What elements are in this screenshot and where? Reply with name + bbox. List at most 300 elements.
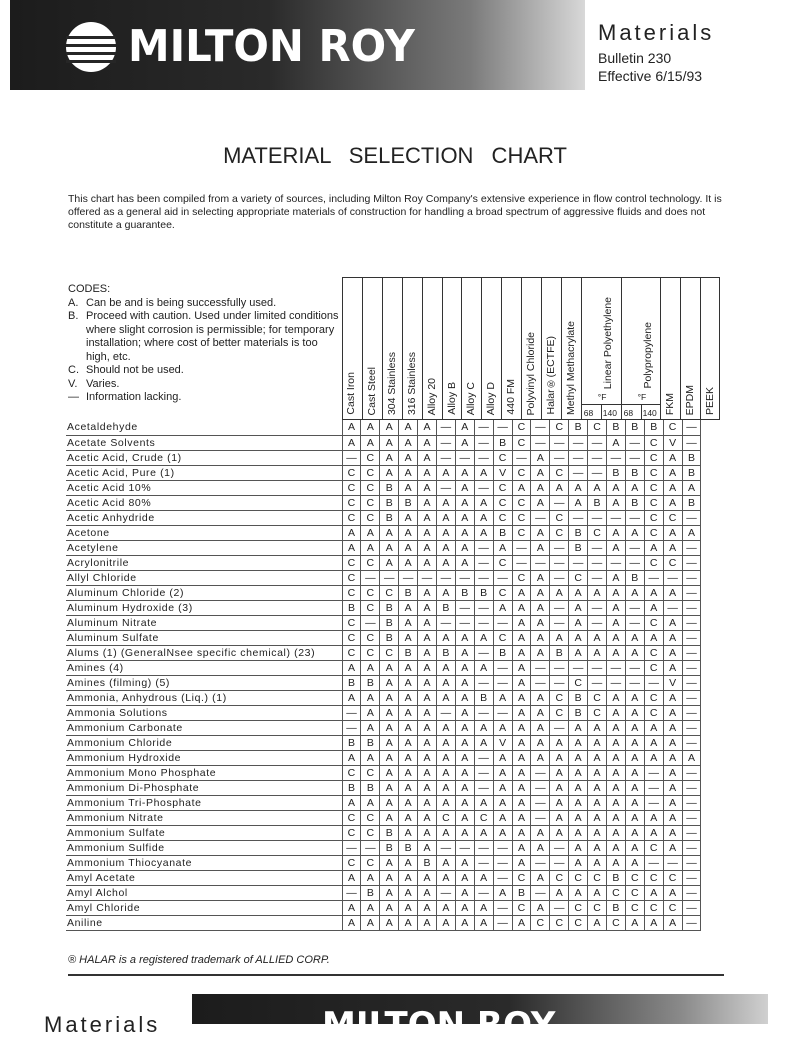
rating-cell: A — [625, 630, 644, 645]
rating-cell: A — [606, 600, 625, 615]
rating-cell: C — [361, 495, 380, 510]
rating-cell: A — [361, 720, 380, 735]
rating-cell: A — [455, 630, 474, 645]
rating-cell: — — [588, 600, 607, 615]
chemical-name: Aluminum Nitrate — [66, 615, 342, 630]
rating-cell: C — [550, 465, 569, 480]
rating-cell: — — [531, 660, 550, 675]
table-row — [66, 630, 701, 645]
rating-cell: A — [418, 720, 437, 735]
rating-cell: A — [342, 795, 361, 810]
rating-cell: B — [361, 885, 380, 900]
rating-cell: A — [418, 525, 437, 540]
rating-cell: — — [474, 420, 493, 435]
rating-cell: A — [436, 735, 455, 750]
chemical-name: Amines (filming) (5) — [66, 675, 342, 690]
rating-cell: A — [418, 870, 437, 885]
rating-cell: C — [474, 810, 493, 825]
rating-cell: A — [380, 705, 399, 720]
table-row — [66, 465, 701, 480]
rating-cell: B — [644, 420, 663, 435]
rating-cell: A — [644, 825, 663, 840]
rating-cell: A — [663, 765, 682, 780]
rating-cell: — — [588, 510, 607, 525]
rating-cell: A — [455, 645, 474, 660]
rating-cell: — — [531, 795, 550, 810]
rating-cell: B — [455, 585, 474, 600]
rating-cell: A — [455, 675, 474, 690]
table-row — [66, 915, 701, 930]
column-header-label: Cast Iron — [345, 372, 357, 415]
rating-cell: A — [569, 600, 588, 615]
rating-cell: A — [512, 840, 531, 855]
rating-cell: — — [606, 660, 625, 675]
rating-cell: — — [531, 885, 550, 900]
rating-cell: A — [663, 840, 682, 855]
rating-cell: B — [380, 825, 399, 840]
rating-cell: — — [682, 615, 701, 630]
rating-cell: — — [436, 705, 455, 720]
rating-cell: A — [663, 780, 682, 795]
rating-cell: A — [380, 450, 399, 465]
rating-cell: A — [682, 480, 701, 495]
rating-cell: C — [512, 495, 531, 510]
rating-cell: — — [493, 420, 512, 435]
rating-cell: — — [436, 420, 455, 435]
rating-cell: C — [644, 900, 663, 915]
rating-cell: A — [380, 675, 399, 690]
rating-cell: A — [399, 615, 418, 630]
rating-cell: A — [663, 690, 682, 705]
rating-cell: A — [436, 660, 455, 675]
rating-cell: C — [361, 450, 380, 465]
rating-cell: A — [455, 885, 474, 900]
chemical-name: Ammonium Nitrate — [66, 810, 342, 825]
rating-cell: — — [682, 630, 701, 645]
rating-cell: A — [474, 735, 493, 750]
header-info — [598, 20, 714, 84]
rating-cell: A — [418, 900, 437, 915]
rating-cell: A — [342, 435, 361, 450]
chemical-name: Alums (1) (GeneralNsee specific chemical) (23) — [66, 645, 342, 660]
rating-cell: A — [436, 870, 455, 885]
rating-cell: C — [663, 510, 682, 525]
rating-cell: — — [606, 450, 625, 465]
chemical-name: Acetate Solvents — [66, 435, 342, 450]
rating-cell: — — [550, 435, 569, 450]
column-header — [521, 278, 541, 419]
rating-cell: — — [644, 795, 663, 810]
rating-cell: A — [625, 810, 644, 825]
rating-cell: C — [361, 630, 380, 645]
rating-cell: A — [436, 465, 455, 480]
rating-cell: A — [455, 825, 474, 840]
rating-cell: A — [644, 600, 663, 615]
rating-cell: A — [663, 645, 682, 660]
rating-cell: A — [644, 720, 663, 735]
footer-rule — [68, 974, 724, 976]
rating-cell: B — [342, 780, 361, 795]
rating-cell: A — [531, 585, 550, 600]
rating-cell: — — [682, 900, 701, 915]
rating-cell: C — [361, 585, 380, 600]
rating-cell: A — [531, 825, 550, 840]
rating-cell: C — [550, 690, 569, 705]
rating-cell: A — [625, 735, 644, 750]
rating-cell: A — [625, 585, 644, 600]
rating-cell: B — [550, 645, 569, 660]
rating-cell: A — [455, 720, 474, 735]
rating-cell: B — [682, 465, 701, 480]
rating-cell: — — [531, 855, 550, 870]
rating-cell: A — [644, 750, 663, 765]
rating-cell: B — [625, 420, 644, 435]
rating-cell: A — [418, 600, 437, 615]
rating-cell: — — [682, 690, 701, 705]
rating-cell: — — [342, 720, 361, 735]
rating-cell: — — [436, 450, 455, 465]
column-header — [382, 278, 402, 419]
rating-cell: — — [625, 615, 644, 630]
table-row — [66, 525, 701, 540]
rating-cell: A — [644, 885, 663, 900]
rating-cell: — — [474, 480, 493, 495]
rating-cell: A — [606, 810, 625, 825]
rating-cell: A — [380, 540, 399, 555]
rating-cell: A — [436, 915, 455, 930]
rating-cell: A — [606, 735, 625, 750]
rating-cell: A — [625, 750, 644, 765]
table-row — [66, 495, 701, 510]
rating-cell: — — [474, 450, 493, 465]
rating-cell: C — [512, 465, 531, 480]
column-header — [660, 278, 680, 419]
rating-cell: — — [493, 915, 512, 930]
rating-cell: C — [512, 570, 531, 585]
chemical-name: Acetic Anhydride — [66, 510, 342, 525]
rating-cell: A — [455, 780, 474, 795]
rating-cell: A — [418, 540, 437, 555]
table-row — [66, 480, 701, 495]
chemical-name: Amyl Acetate — [66, 870, 342, 885]
rating-cell: — — [474, 705, 493, 720]
rating-cell: A — [550, 825, 569, 840]
rating-cell: C — [342, 810, 361, 825]
rating-cell: C — [588, 705, 607, 720]
rating-cell: C — [361, 555, 380, 570]
logo-text: MILTON ROY — [128, 21, 415, 72]
rating-cell: A — [531, 525, 550, 540]
rating-cell: A — [455, 705, 474, 720]
rating-cell: A — [644, 735, 663, 750]
rating-cell: B — [512, 885, 531, 900]
rating-cell: C — [663, 870, 682, 885]
rating-cell: A — [455, 795, 474, 810]
temperature-label: 140 — [602, 408, 617, 418]
rating-cell: — — [342, 450, 361, 465]
rating-cell: A — [512, 780, 531, 795]
rating-cell: A — [361, 915, 380, 930]
rating-cell: A — [418, 780, 437, 795]
rating-cell: A — [342, 660, 361, 675]
rating-cell: C — [644, 705, 663, 720]
rating-cell: — — [682, 570, 701, 585]
column-header-box — [342, 277, 720, 420]
rating-cell: A — [606, 690, 625, 705]
rating-cell: A — [474, 900, 493, 915]
rating-cell: — — [682, 600, 701, 615]
rating-cell: C — [361, 480, 380, 495]
rating-cell: C — [550, 915, 569, 930]
rating-cell: C — [644, 870, 663, 885]
header-title: Materials — [598, 20, 715, 45]
rating-cell: C — [644, 510, 663, 525]
rating-cell: B — [380, 840, 399, 855]
rating-cell: C — [625, 885, 644, 900]
column-header — [581, 278, 621, 419]
chemical-name: Aluminum Hydroxide (3) — [66, 600, 342, 615]
rating-cell: — — [474, 885, 493, 900]
intro-paragraph: This chart has been compiled from a variety of sources, including Milton Roy Company's extensive experience in flow control technology. It is offered as a general aid in selecting appropriate materials of construction for handling a broad spectrum of aggressive fluids and does not constitute a guarantee. — [68, 193, 722, 231]
rating-cell: A — [399, 465, 418, 480]
rating-cell: A — [606, 570, 625, 585]
rating-cell: B — [436, 600, 455, 615]
rating-cell: — — [531, 765, 550, 780]
rating-cell: A — [399, 720, 418, 735]
table-row — [66, 510, 701, 525]
rating-cell: A — [418, 675, 437, 690]
rating-cell: A — [399, 420, 418, 435]
rating-cell: A — [342, 420, 361, 435]
rating-cell: A — [644, 585, 663, 600]
rating-cell: — — [474, 780, 493, 795]
rating-cell: — — [682, 555, 701, 570]
rating-cell: A — [436, 690, 455, 705]
table-row — [66, 555, 701, 570]
rating-cell: B — [474, 585, 493, 600]
chemical-name: Ammonium Di-Phosphate — [66, 780, 342, 795]
chemical-name: Acetaldehyde — [66, 420, 342, 435]
rating-cell: A — [436, 630, 455, 645]
rating-cell: A — [418, 660, 437, 675]
rating-cell: A — [606, 765, 625, 780]
rating-cell: — — [418, 570, 437, 585]
rating-cell: B — [418, 855, 437, 870]
rating-cell: A — [418, 705, 437, 720]
rating-cell: A — [588, 795, 607, 810]
rating-cell: B — [380, 600, 399, 615]
rating-cell: A — [436, 825, 455, 840]
temperature-unit: °F — [637, 392, 647, 402]
rating-cell: C — [569, 915, 588, 930]
rating-cell: A — [569, 885, 588, 900]
rating-cell: C — [361, 465, 380, 480]
rating-cell: — — [493, 660, 512, 675]
rating-cell: B — [569, 525, 588, 540]
rating-cell: A — [436, 720, 455, 735]
rating-cell: — — [436, 435, 455, 450]
rating-cell: A — [512, 750, 531, 765]
chemical-name: Allyl Chloride — [66, 570, 342, 585]
chemical-name: Acetylene — [66, 540, 342, 555]
rating-cell: B — [380, 630, 399, 645]
rating-cell: A — [493, 780, 512, 795]
code-item: C. Should not be used. — [68, 364, 184, 376]
rating-cell: A — [569, 480, 588, 495]
column-header — [442, 278, 462, 419]
rating-cell: C — [550, 705, 569, 720]
rating-cell: A — [512, 675, 531, 690]
rating-cell: C — [342, 615, 361, 630]
rating-cell: A — [569, 585, 588, 600]
rating-cell: A — [625, 855, 644, 870]
rating-cell: — — [455, 840, 474, 855]
rating-cell: V — [493, 465, 512, 480]
rating-cell: — — [493, 705, 512, 720]
rating-cell: A — [663, 615, 682, 630]
table-row — [66, 540, 701, 555]
rating-cell: A — [380, 900, 399, 915]
rating-cell: A — [474, 630, 493, 645]
rating-cell: A — [531, 705, 550, 720]
rating-cell: A — [550, 630, 569, 645]
rating-cell: — — [588, 540, 607, 555]
table-row — [66, 705, 701, 720]
rating-cell: A — [682, 750, 701, 765]
rating-cell: — — [644, 765, 663, 780]
rating-cell: A — [455, 525, 474, 540]
rating-cell: — — [342, 885, 361, 900]
table-row — [66, 765, 701, 780]
rating-cell: C — [342, 555, 361, 570]
code-item: A. Can be and is being successfully used. — [68, 296, 277, 309]
rating-cell: — — [625, 555, 644, 570]
rating-cell: A — [588, 735, 607, 750]
rating-cell: A — [474, 510, 493, 525]
rating-cell: — — [550, 855, 569, 870]
rating-cell: A — [606, 855, 625, 870]
rating-cell: A — [531, 615, 550, 630]
rating-cell: C — [644, 480, 663, 495]
rating-cell: — — [493, 615, 512, 630]
rating-cell: A — [380, 720, 399, 735]
rating-cell: C — [644, 690, 663, 705]
rating-cell: — — [512, 555, 531, 570]
rating-cell: A — [644, 630, 663, 645]
rating-cell: A — [663, 795, 682, 810]
rating-cell: — — [361, 615, 380, 630]
rating-cell: A — [418, 645, 437, 660]
rating-cell: A — [531, 570, 550, 585]
rating-cell: A — [455, 555, 474, 570]
rating-cell: — — [550, 555, 569, 570]
rating-cell: A — [361, 750, 380, 765]
rating-cell: A — [663, 540, 682, 555]
rating-cell: — — [644, 855, 663, 870]
column-header — [481, 278, 501, 419]
rating-cell: — — [682, 840, 701, 855]
chemical-name: Ammonium Mono Phosphate — [66, 765, 342, 780]
rating-cell: A — [663, 915, 682, 930]
rating-cell: — — [625, 510, 644, 525]
table-row — [66, 855, 701, 870]
rating-cell: A — [399, 780, 418, 795]
rating-cell: — — [682, 870, 701, 885]
rating-cell: C — [569, 870, 588, 885]
column-header-label: 316 Stainless — [405, 351, 418, 415]
rating-cell: A — [418, 915, 437, 930]
rating-cell: A — [380, 855, 399, 870]
rating-cell: A — [606, 435, 625, 450]
column-header — [402, 278, 422, 419]
column-header-label: Methyl Methacrylate — [564, 321, 577, 415]
rating-cell: A — [418, 585, 437, 600]
table-row — [66, 450, 701, 465]
rating-cell: — — [436, 615, 455, 630]
rating-cell: — — [550, 675, 569, 690]
logo-emblem-icon — [66, 22, 116, 72]
rating-cell: — — [588, 660, 607, 675]
rating-cell: A — [418, 480, 437, 495]
code-item: V. Varies. — [68, 377, 120, 390]
table-row — [66, 795, 701, 810]
rating-cell: A — [455, 870, 474, 885]
rating-cell: A — [418, 825, 437, 840]
chemical-name: Ammonia Solutions — [66, 705, 342, 720]
rating-cell: A — [455, 435, 474, 450]
table-row — [66, 825, 701, 840]
rating-cell: A — [663, 885, 682, 900]
table-row — [66, 750, 701, 765]
rating-cell: A — [493, 795, 512, 810]
rating-cell: C — [342, 510, 361, 525]
rating-cell: A — [663, 735, 682, 750]
rating-cell: — — [682, 825, 701, 840]
column-header-label: 440 FM — [505, 379, 518, 415]
rating-cell: — — [606, 510, 625, 525]
rating-cell: A — [474, 465, 493, 480]
rating-cell: A — [493, 765, 512, 780]
rating-cell: B — [399, 585, 418, 600]
rating-cell: A — [436, 555, 455, 570]
rating-cell: A — [399, 630, 418, 645]
chemical-name: Ammonium Chloride — [66, 735, 342, 750]
code-item: B. Proceed with caution. Used under limited conditions where slight corrosion is permissible; for temporary installation; where cost of better materials is too high, etc. — [68, 310, 339, 363]
rating-cell: A — [625, 480, 644, 495]
rating-cell: A — [399, 735, 418, 750]
rating-cell: A — [588, 765, 607, 780]
rating-cell: C — [493, 495, 512, 510]
chemical-name: Ammonium Sulfate — [66, 825, 342, 840]
rating-cell: — — [588, 615, 607, 630]
rating-cell: A — [625, 720, 644, 735]
rating-cell: B — [380, 480, 399, 495]
rating-cell: A — [493, 810, 512, 825]
rating-cell: — — [682, 435, 701, 450]
table-row — [66, 645, 701, 660]
rating-cell: — — [588, 675, 607, 690]
rating-cell: — — [531, 555, 550, 570]
rating-cell: A — [569, 720, 588, 735]
rating-cell: A — [418, 420, 437, 435]
rating-cell: C — [644, 645, 663, 660]
rating-cell: A — [606, 705, 625, 720]
bulletin-number: Bulletin 230 — [598, 50, 672, 66]
rating-cell: A — [531, 735, 550, 750]
rating-cell: — — [588, 450, 607, 465]
rating-cell: A — [399, 690, 418, 705]
rating-cell: — — [455, 570, 474, 585]
